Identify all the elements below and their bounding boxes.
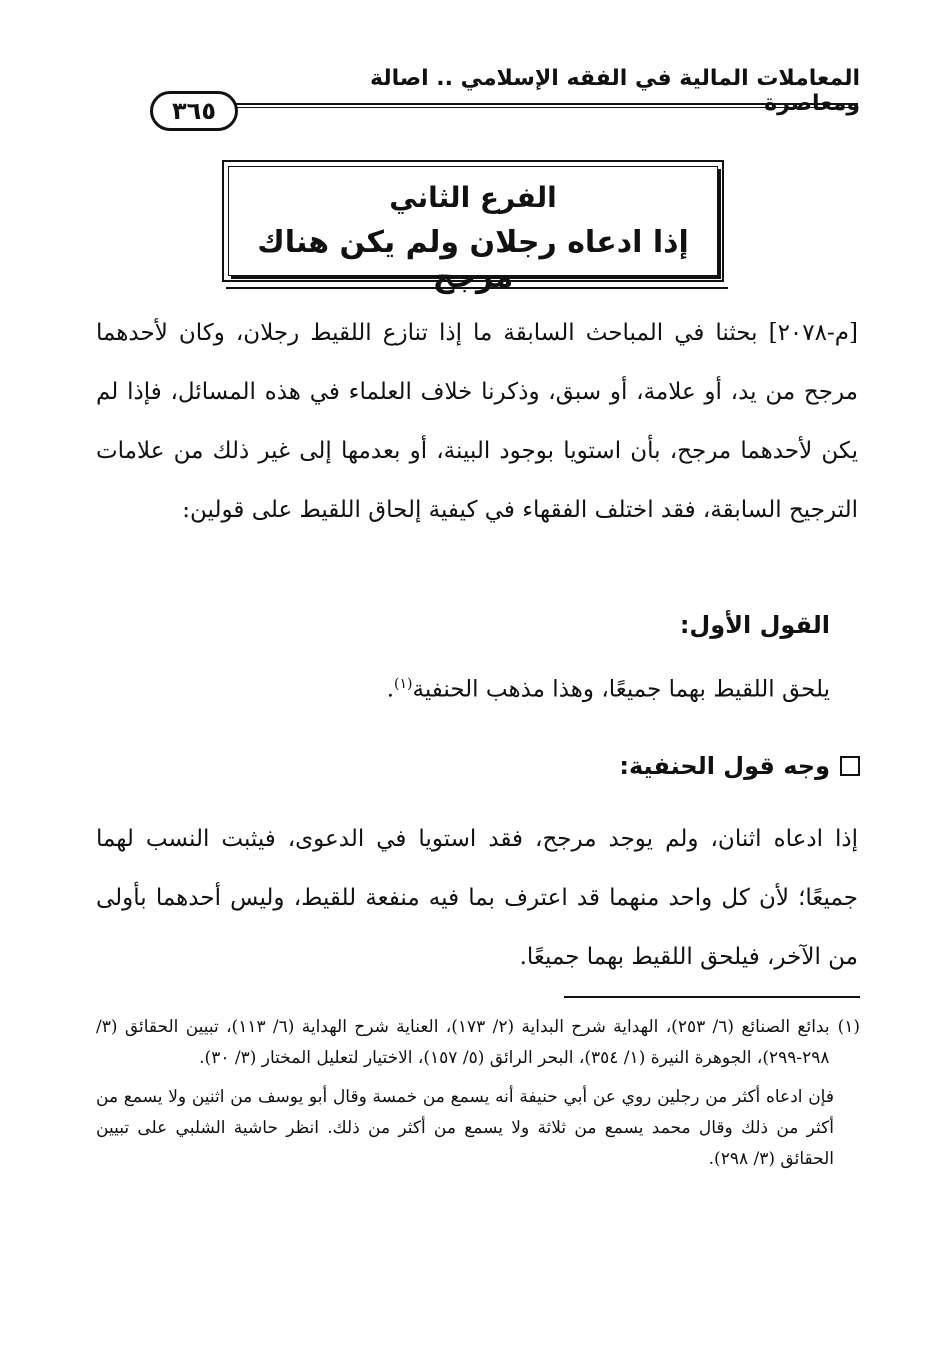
footnote-1-text: بدائع الصنائع (٦/ ٢٥٣)، الهداية شرح البداية (٢/ ١٧٣)، العناية شرح الهداية (٦/ ١١٣)، تبيين الحقائق (٣/ ٢٩٨-٢٩٩)، الجوهرة النيرة (١/ ٣٥٤)، البحر الرائق (٥/ ١٥٧)، الاختيار لتعليل المختار (٣/ ٣٠). [96,1017,830,1068]
running-header: المعاملات المالية في الفقه الإسلامي .. اصالة ومعاصرة [369,66,860,116]
header-rule [226,103,858,108]
section-title-frame [222,160,724,295]
intro-paragraph: [م-٢٠٧٨] بحثنا في المباحث السابقة ما إذا تنازع اللقيط رجلان، وكان لأحدهما مرجح من يد، أو علامة، أو سبق، وذكرنا خلاف العلماء في هذه المسائل، فإذا لم يكن لأحدهما مرجح، بأن استويا بوجود البينة، أو بعدمها إلى غير ذلك من علامات الترجيح السابقة، فقد اختلف الفقهاء في كيفية إلحاق اللقيط على قولين: [96,320,858,523]
section-title-inner-border [228,166,718,295]
section-title-line-1: الفرع الثاني [389,181,557,214]
reason-heading [619,752,860,780]
page-number: ٣٦٥ [150,91,238,131]
footnote-ref-1[interactable]: (١) [394,676,413,692]
footnote-1-marker: (١) [837,1017,860,1037]
first-opinion-heading: القول الأول: [679,611,830,639]
title-underline [226,287,728,289]
footnote-separator [564,996,860,998]
footnotes [96,1012,860,1175]
first-opinion-period: . [386,676,395,703]
reason-heading-label: وجه قول الحنفية: [619,752,830,780]
first-opinion-statement: يلحق اللقيط بهما جميعًا، وهذا مذهب الحنفية [412,676,830,703]
square-bullet-icon [840,756,860,776]
section-title-line-2: إذا ادعاه رجلان ولم يكن هناك مرجح [257,225,689,295]
reason-paragraph: إذا ادعاه اثنان، ولم يوجد مرجح، فقد استويا في الدعوى، فيثبت النسب لهما جميعًا؛ لأن كل واحد منهما قد اعترف بما فيه منفعة للقيط، وليس أحدهما بأولى من الآخر، فيلحق اللقيط بهما جميعًا. [96,826,858,970]
footnote-1 [96,1012,860,1074]
footnote-1-note: فإن ادعاه أكثر من رجلين روي عن أبي حنيفة أنه يسمع من خمسة وقال أبو يوسف من اثنين ولا يسمع من أكثر من ذلك وقال محمد يسمع من ثلاثة ولا يسمع من أكثر من ذلك. انظر حاشية الشلبي على تبيين الحقائق (٣/ ٢٩٨). [96,1087,834,1169]
first-opinion-text [387,676,830,703]
